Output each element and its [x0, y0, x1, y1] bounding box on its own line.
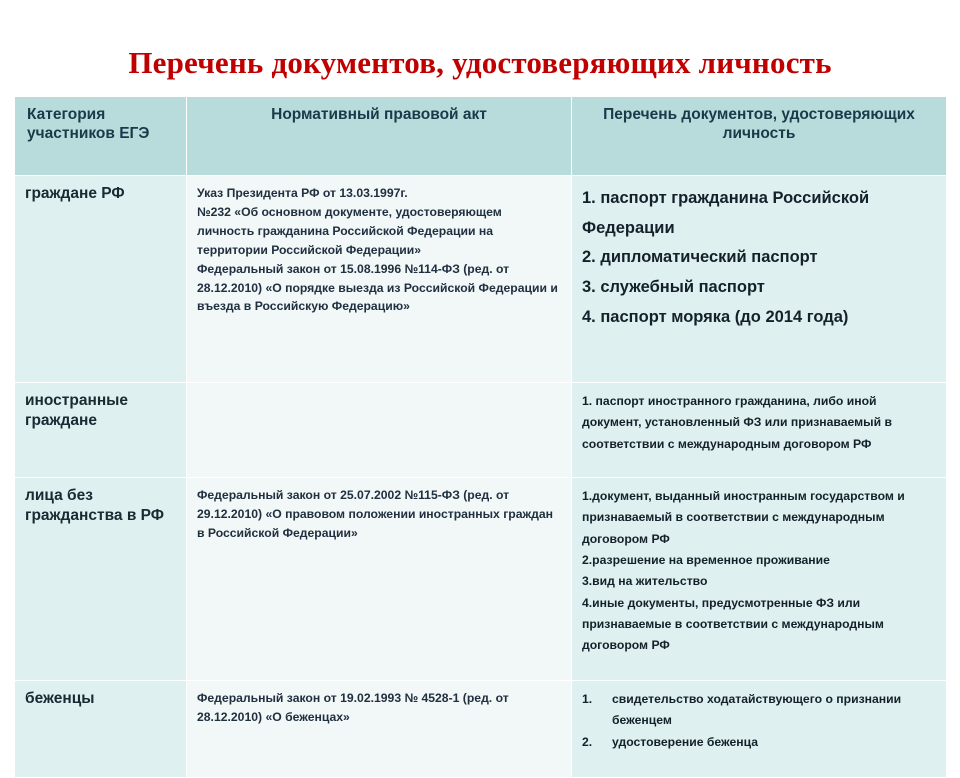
table-header-row	[15, 97, 947, 176]
legal-act-line: №232 «Об основном документе, удостоверяющем личность гражданина Российской Федерации на территории Российской Федерации»	[197, 204, 502, 257]
cell-documents-foreigners	[572, 383, 947, 478]
table-row	[15, 478, 947, 681]
table-row	[15, 681, 947, 778]
legal-act-line: Федеральный закон от 25.07.2002 №115-ФЗ (ред. от 29.12.2010) «О правовом положении иностранных граждан в Российской Федерации»	[197, 488, 554, 540]
cell-legal-act-stateless	[187, 478, 572, 681]
list-item: 2. дипломатический паспорт	[582, 248, 818, 267]
table-header	[15, 97, 947, 176]
documents-list	[582, 689, 936, 753]
list-item: 1.документ, выданный иностранным государством и признаваемый в соответствии с международным договором РФ	[582, 489, 905, 546]
cell-category-foreigners: иностранные граждане	[15, 383, 187, 478]
list-item-text: удостоверение беженца	[612, 734, 759, 749]
cell-legal-act-foreigners	[187, 383, 572, 478]
column-header-documents: Перечень документов, удостоверяющих личность	[572, 97, 947, 176]
page-title: Перечень документов, удостоверяющих личность	[128, 45, 832, 80]
documents-table	[14, 96, 947, 778]
list-item-number: 1.	[582, 692, 593, 706]
cell-legal-act-refugees	[187, 681, 572, 778]
cell-documents-citizens	[572, 176, 947, 383]
documents-list	[582, 486, 936, 657]
documents-list	[582, 184, 936, 332]
cell-documents-stateless	[572, 478, 947, 681]
list-item: 4.иные документы, предусмотренные ФЗ или признаваемые в соответствии с международным договором РФ	[582, 595, 884, 653]
column-header-legal-act: Нормативный правовой акт	[187, 97, 572, 176]
table-body	[15, 176, 947, 778]
list-item	[582, 689, 936, 732]
legal-act-line: Федеральный закон от 19.02.1993 № 4528-1 (ред. от 28.12.2010) «О беженцах»	[197, 691, 509, 724]
cell-documents-refugees	[572, 681, 947, 778]
cell-category-refugees: беженцы	[15, 681, 187, 778]
list-item: 2.разрешение на временное проживание	[582, 553, 830, 568]
list-item: 3. служебный паспорт	[582, 278, 765, 297]
legal-act-line: Указ Президента РФ от 13.03.1997г.	[197, 186, 408, 200]
documents-table-container	[14, 96, 946, 778]
list-item-text: свидетельство ходатайствующего о признании беженцем	[612, 692, 902, 728]
cell-legal-act-citizens	[187, 176, 572, 383]
list-item: 3.вид на жительство	[582, 574, 708, 589]
table-row	[15, 383, 947, 478]
cell-category-stateless: лица без гражданства в РФ	[15, 478, 187, 681]
list-item-number: 2.	[582, 734, 593, 749]
list-item	[582, 732, 936, 753]
list-item: 4. паспорт моряка (до 2014 года)	[582, 307, 849, 326]
table-row	[15, 176, 947, 383]
list-item: 1. паспорт гражданина Российской Федерации	[582, 189, 870, 237]
documents-list	[582, 391, 936, 455]
cell-category-citizens: граждане РФ	[15, 176, 187, 383]
legal-act-line: Федеральный закон от 15.08.1996 №114-ФЗ (ред. от 28.12.2010) «О порядке выезда из Российской Федерации и въезда в Российскую Федерацию»	[197, 261, 558, 314]
column-header-category: Категория участников ЕГЭ	[15, 97, 187, 176]
list-item: 1. паспорт иностранного гражданина, либо иной документ, установленный ФЗ или признаваемый в соответствии с международным договором РФ	[582, 394, 892, 451]
